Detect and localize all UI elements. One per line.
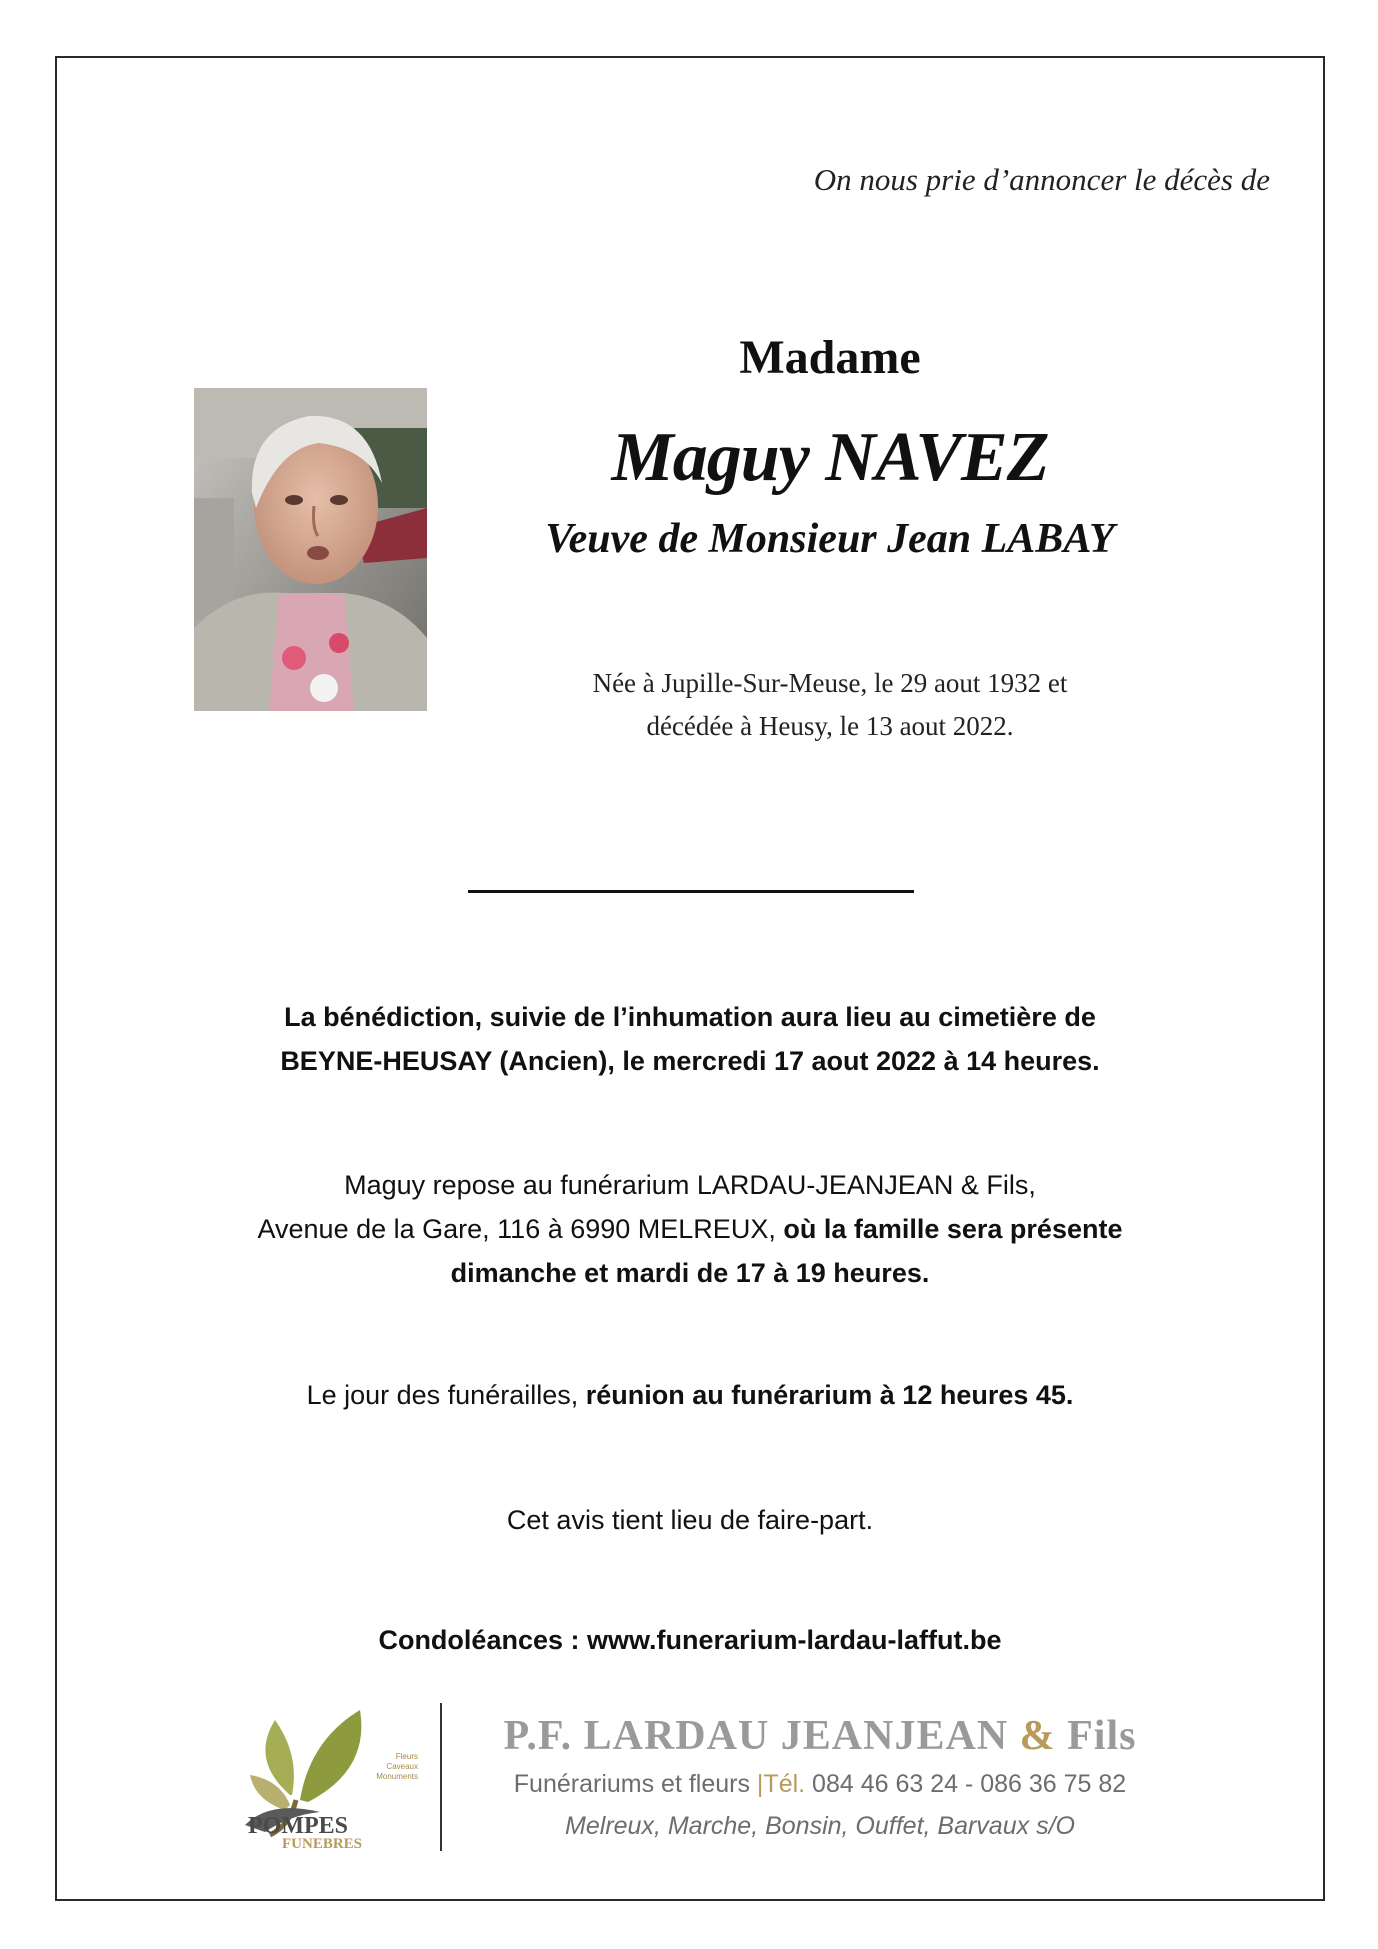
ceremony-line-1: La bénédiction, suivie de l’inhumation aura lieu au cimetière de: [284, 1002, 1096, 1032]
logo-divider: [440, 1703, 442, 1851]
brand-separator: |: [756, 1770, 764, 1798]
salutation: Madame: [739, 331, 921, 384]
ceremony-paragraph: [100, 995, 1280, 1083]
repose-presence: où la famille sera présente: [783, 1214, 1123, 1244]
death-line: décédée à Heusy, le 13 aout 2022.: [646, 711, 1014, 741]
deceased-name: Maguy NAVEZ: [611, 419, 1049, 496]
birth-death-dates: [520, 662, 1140, 748]
divider-rule: [468, 890, 914, 893]
brand-tel-label: Tél.: [763, 1770, 806, 1798]
logo-word-2: FUNEBRES: [282, 1836, 363, 1850]
portrait-illustration: [194, 388, 427, 711]
brand-name-main: P.F. LARDAU JEANJEAN: [503, 1713, 1020, 1759]
brand-services: Funérariums et fleurs: [513, 1770, 757, 1798]
repose-line-1: Maguy repose au funérarium LARDAU-JEANJEAN & Fils,: [344, 1170, 1036, 1200]
brand-ampersand: &: [1019, 1713, 1056, 1759]
birth-line: Née à Jupille-Sur-Meuse, le 29 aout 1932 et: [592, 668, 1068, 698]
repose-line-3: [100, 1251, 1280, 1295]
funeral-day-intro: Le jour des funérailles,: [306, 1380, 586, 1410]
brand-phones: 084 46 63 24 - 086 36 75 82: [805, 1770, 1127, 1798]
logo-services: [358, 1752, 418, 1782]
funeral-day-paragraph: [100, 1373, 1280, 1417]
brand-name: [470, 1712, 1170, 1760]
funeral-day-meeting: réunion au funérarium à 12 heures 45.: [585, 1380, 1074, 1410]
widow-of: Veuve de Monsieur Jean LABAY: [545, 516, 1115, 562]
repose-paragraph: [100, 1163, 1280, 1295]
logo-word-1: POMPES: [248, 1813, 348, 1839]
notice-text: Cet avis tient lieu de faire-part.: [506, 1505, 874, 1535]
ceremony-line-2: BEYNE-HEUSAY (Ancien), le mercredi 17 aout 2022 à 14 heures.: [280, 1046, 1100, 1076]
logo-service-1: Fleurs: [395, 1752, 418, 1761]
repose-address: Avenue de la Gare, 116 à 6990 MELREUX,: [257, 1214, 784, 1244]
brand-locations: Melreux, Marche, Bonsin, Ouffet, Barvaux s/O: [565, 1812, 1075, 1840]
repose-hours: dimanche et mardi de 17 à 19 heures.: [450, 1258, 930, 1288]
condolences-text: Condoléances : www.funerarium-lardau-laffut.be: [378, 1625, 1002, 1655]
brand-contact: [470, 1770, 1170, 1799]
repose-line-2: [100, 1207, 1280, 1251]
logo-service-2: Caveaux: [386, 1762, 418, 1771]
intro-text: On nous prie d’annoncer le décès de: [813, 162, 1270, 197]
portrait-photo: [194, 388, 427, 711]
brand-name-suffix: Fils: [1055, 1713, 1137, 1759]
logo-service-3: Monuments: [376, 1772, 418, 1781]
